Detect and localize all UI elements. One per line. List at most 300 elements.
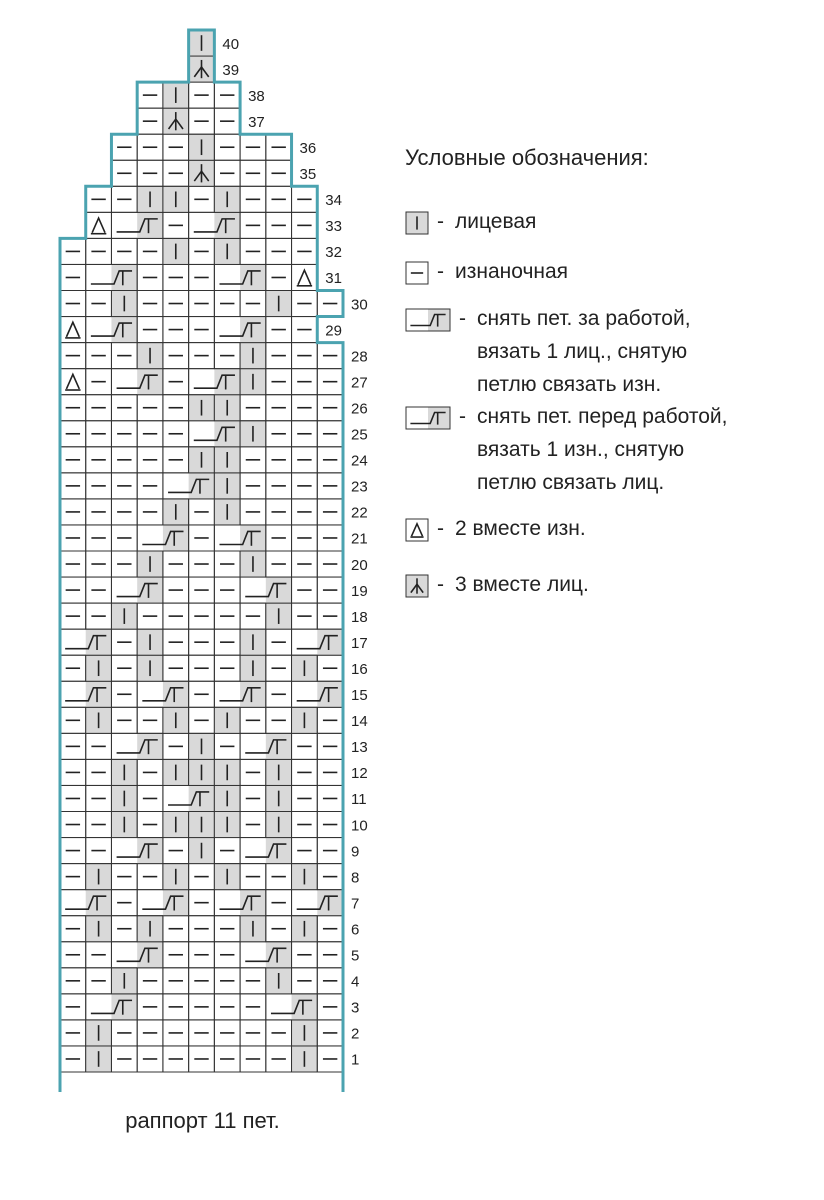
legend-text: снять пет. за работой, вязать 1 лиц., снятую петлю связать изн.: [477, 307, 691, 396]
purl-cell: [189, 343, 215, 369]
purl-cell: [317, 291, 343, 317]
knit-cell: [86, 916, 112, 942]
knit-cell: [240, 551, 266, 577]
purl-cell: [214, 733, 240, 759]
purl-cell: [111, 421, 137, 447]
purl-cell: [163, 968, 189, 994]
purl-cell: [292, 942, 318, 968]
purl-cell: [137, 968, 163, 994]
chart-row-35: [111, 160, 291, 186]
purl-cell: [163, 291, 189, 317]
purl-cell: [111, 134, 137, 160]
purl-cell: [292, 421, 318, 447]
knit-cell: [137, 343, 163, 369]
purl-cell: [317, 655, 343, 681]
purl-cell: [317, 812, 343, 838]
purl-cell: [266, 655, 292, 681]
row-number: 40: [222, 35, 240, 53]
purl-cell: [266, 499, 292, 525]
purl-cell: [86, 577, 112, 603]
purl-cell: [189, 707, 215, 733]
purl-cell: [137, 785, 163, 811]
purl-cell: [137, 264, 163, 290]
cable-cross: [214, 317, 265, 343]
purl-cell: [60, 1020, 86, 1046]
purl-cell: [317, 369, 343, 395]
purl-cell: [137, 603, 163, 629]
purl-cell: [214, 134, 240, 160]
purl-cell: [137, 812, 163, 838]
knit-cell: [163, 759, 189, 785]
row-number: 33: [325, 218, 342, 236]
purl-cell: [111, 238, 137, 264]
cable-cross: [240, 942, 291, 968]
purl-cell: [240, 160, 266, 186]
purl-cell: [163, 447, 189, 473]
purl-cell: [240, 473, 266, 499]
row-number: 28: [351, 348, 368, 366]
purl-cell: [266, 707, 292, 733]
knit-cell: [266, 812, 292, 838]
row-number: 13: [351, 739, 368, 757]
purl-cell: [86, 421, 112, 447]
purl-cell: [111, 343, 137, 369]
purl-cell: [266, 317, 292, 343]
purl-cell: [317, 968, 343, 994]
chart-row-17: [60, 629, 343, 655]
knit-cell: [266, 785, 292, 811]
purl-cell: [240, 291, 266, 317]
knit-cell: [163, 707, 189, 733]
cable-cross: [214, 525, 265, 551]
row-number: 11: [351, 791, 367, 809]
knit-cell: [189, 838, 215, 864]
purl-cell: [266, 343, 292, 369]
row-number: 20: [351, 556, 368, 574]
purl-cell: [189, 1046, 215, 1072]
row-number: 15: [351, 687, 368, 705]
purl-cell: [317, 707, 343, 733]
knit-cell: [137, 186, 163, 212]
rapport-gap: [132, 1087, 271, 1097]
chart-row-40: [189, 30, 215, 56]
row-number: 21: [351, 530, 368, 548]
chart-row-25: [60, 421, 343, 447]
cross-left-symbol-icon: [405, 308, 451, 332]
purl-cell: [86, 812, 112, 838]
purl-cell: [111, 629, 137, 655]
purl-cell: [317, 942, 343, 968]
purl-cell: [266, 238, 292, 264]
purl-cell: [189, 890, 215, 916]
cable-cross: [214, 890, 265, 916]
knit-cell: [189, 134, 215, 160]
purl-cell: [163, 343, 189, 369]
purl-cell: [292, 238, 318, 264]
purl-cell: [137, 317, 163, 343]
row-number: 22: [351, 504, 368, 522]
row-number: 5: [351, 947, 360, 965]
purl-cell: [111, 551, 137, 577]
row-number: 9: [351, 843, 360, 861]
row-number: 19: [351, 582, 368, 600]
purl-cell: [60, 838, 86, 864]
purl-cell: [137, 82, 163, 108]
purl-cell: [111, 707, 137, 733]
purl-cell: [60, 759, 86, 785]
purl-cell: [111, 186, 137, 212]
legend-text: снять пет. перед работой, вязать 1 изн., снятую петлю связать лиц.: [477, 405, 728, 494]
purl-cell: [60, 238, 86, 264]
purl-cell: [86, 603, 112, 629]
cable-cross: [189, 421, 240, 447]
chart-row-2: [60, 1020, 343, 1046]
purl-cell: [292, 291, 318, 317]
chart-row-30: [60, 291, 343, 317]
purl-cell: [240, 134, 266, 160]
row-number: 36: [299, 139, 317, 157]
knit-cell: [292, 1046, 318, 1072]
purl-cell: [60, 421, 86, 447]
knit-cell: [214, 759, 240, 785]
chart-row-22: [60, 499, 343, 525]
chart-row-10: [60, 812, 343, 838]
knit-cell: [163, 812, 189, 838]
knitting-chart: [0, 0, 405, 1100]
purl-cell: [60, 733, 86, 759]
purl-symbol-icon: [405, 261, 429, 285]
purl-cell: [137, 759, 163, 785]
purl-cell: [60, 395, 86, 421]
chart-row-27: [60, 369, 343, 395]
chart-row-37: [137, 108, 240, 134]
chart-row-39: [189, 56, 215, 82]
chart-row-1: [60, 1046, 343, 1072]
purl-cell: [266, 134, 292, 160]
purl-cell: [60, 812, 86, 838]
purl-cell: [240, 968, 266, 994]
purl-cell: [240, 864, 266, 890]
p2tog-cell: [60, 369, 86, 395]
purl-cell: [163, 317, 189, 343]
k3tog-cell: [163, 108, 189, 134]
purl-cell: [240, 785, 266, 811]
purl-cell: [240, 759, 266, 785]
row-number: 10: [351, 817, 368, 835]
purl-cell: [266, 1046, 292, 1072]
knit-cell: [111, 785, 137, 811]
purl-cell: [111, 864, 137, 890]
purl-cell: [240, 1020, 266, 1046]
purl-cell: [163, 733, 189, 759]
knit-cell: [163, 82, 189, 108]
knit-cell: [214, 186, 240, 212]
purl-cell: [266, 551, 292, 577]
purl-cell: [317, 603, 343, 629]
cable-cross: [111, 212, 162, 238]
chart-row-33: [86, 212, 318, 238]
row-number: 24: [351, 452, 368, 470]
purl-cell: [137, 447, 163, 473]
purl-cell: [240, 603, 266, 629]
knit-cell: [137, 629, 163, 655]
purl-cell: [292, 317, 318, 343]
purl-cell: [214, 577, 240, 603]
purl-cell: [163, 916, 189, 942]
knit-cell: [266, 603, 292, 629]
purl-cell: [137, 160, 163, 186]
knit-cell: [214, 707, 240, 733]
purl-cell: [163, 134, 189, 160]
cable-cross: [111, 838, 162, 864]
knit-cell: [86, 1020, 112, 1046]
legend-dash: -: [437, 210, 444, 233]
purl-cell: [137, 473, 163, 499]
purl-cell: [292, 733, 318, 759]
purl-cell: [240, 395, 266, 421]
purl-cell: [240, 212, 266, 238]
knit-cell: [214, 864, 240, 890]
purl-cell: [111, 1020, 137, 1046]
row-number: 23: [351, 478, 368, 496]
chart-row-14: [60, 707, 343, 733]
knit-cell: [86, 655, 112, 681]
purl-cell: [111, 681, 137, 707]
chart-row-36: [111, 134, 291, 160]
knit-cell: [111, 603, 137, 629]
chart-row-31: [60, 264, 317, 290]
chart-row-7: [60, 890, 343, 916]
knit-cell: [137, 916, 163, 942]
purl-cell: [214, 551, 240, 577]
knit-cell: [292, 916, 318, 942]
cable-cross: [137, 681, 188, 707]
cable-cross: [86, 317, 137, 343]
purl-cell: [214, 942, 240, 968]
legend-text: изнаночная: [455, 260, 569, 283]
knit-cell: [266, 291, 292, 317]
legend-dash: -: [437, 573, 444, 596]
knit-cell: [214, 395, 240, 421]
purl-cell: [111, 1046, 137, 1072]
purl-cell: [111, 655, 137, 681]
purl-cell: [60, 707, 86, 733]
purl-cell: [266, 160, 292, 186]
cable-cross: [60, 890, 111, 916]
purl-cell: [189, 629, 215, 655]
p2tog-cell: [60, 317, 86, 343]
purl-cell: [266, 864, 292, 890]
purl-cell: [137, 134, 163, 160]
knit-cell: [189, 30, 215, 56]
purl-cell: [189, 994, 215, 1020]
purl-cell: [189, 525, 215, 551]
purl-cell: [266, 890, 292, 916]
knit-cell: [214, 812, 240, 838]
knit-cell: [163, 864, 189, 890]
chart-row-3: [60, 994, 343, 1020]
purl-cell: [317, 1020, 343, 1046]
purl-cell: [240, 707, 266, 733]
purl-cell: [292, 759, 318, 785]
purl-cell: [137, 1020, 163, 1046]
purl-cell: [240, 499, 266, 525]
purl-cell: [240, 812, 266, 838]
purl-cell: [292, 499, 318, 525]
k3tog-cell: [189, 160, 215, 186]
purl-cell: [163, 994, 189, 1020]
purl-cell: [189, 916, 215, 942]
purl-cell: [266, 212, 292, 238]
chart-row-32: [60, 238, 317, 264]
purl-cell: [214, 108, 240, 134]
purl-cell: [317, 759, 343, 785]
knit-cell: [240, 655, 266, 681]
knit-cell: [86, 707, 112, 733]
k3tog-symbol-icon: [405, 574, 429, 598]
row-number: 39: [222, 61, 240, 79]
purl-cell: [60, 968, 86, 994]
purl-cell: [292, 785, 318, 811]
purl-cell: [163, 160, 189, 186]
legend-dash: -: [437, 517, 444, 540]
purl-cell: [317, 551, 343, 577]
purl-cell: [60, 1046, 86, 1072]
row-number: 35: [299, 166, 317, 184]
chart-row-9: [60, 838, 343, 864]
cable-cross: [137, 525, 188, 551]
cable-cross: [240, 733, 291, 759]
purl-cell: [86, 525, 112, 551]
purl-cell: [60, 655, 86, 681]
row-number: 37: [248, 113, 265, 131]
purl-cell: [240, 447, 266, 473]
purl-cell: [163, 577, 189, 603]
purl-cell: [189, 577, 215, 603]
legend-dash: -: [437, 260, 444, 283]
purl-cell: [111, 890, 137, 916]
purl-cell: [266, 447, 292, 473]
knit-cell: [86, 1046, 112, 1072]
chart-row-13: [60, 733, 343, 759]
purl-cell: [163, 838, 189, 864]
purl-cell: [214, 343, 240, 369]
chart-row-28: [60, 343, 343, 369]
cable-cross: [266, 994, 317, 1020]
purl-cell: [163, 395, 189, 421]
cable-cross: [111, 577, 162, 603]
purl-cell: [266, 264, 292, 290]
purl-cell: [317, 525, 343, 551]
row-number: 30: [351, 296, 368, 314]
purl-cell: [137, 108, 163, 134]
purl-cell: [292, 447, 318, 473]
cable-cross: [111, 369, 162, 395]
chart-row-18: [60, 603, 343, 629]
row-number: 7: [351, 895, 360, 913]
purl-cell: [214, 160, 240, 186]
purl-cell: [292, 577, 318, 603]
knit-symbol-icon: [405, 211, 429, 235]
cable-cross: [189, 369, 240, 395]
purl-cell: [60, 994, 86, 1020]
knit-cell: [111, 291, 137, 317]
cable-cross: [111, 733, 162, 759]
purl-cell: [240, 994, 266, 1020]
purl-cell: [137, 238, 163, 264]
purl-cell: [214, 968, 240, 994]
purl-cell: [317, 733, 343, 759]
purl-cell: [292, 603, 318, 629]
knit-cell: [86, 864, 112, 890]
purl-cell: [292, 395, 318, 421]
knit-cell: [240, 421, 266, 447]
purl-cell: [60, 525, 86, 551]
cable-cross: [240, 838, 291, 864]
chart-row-5: [60, 942, 343, 968]
chart-row-38: [137, 82, 240, 108]
chart-row-24: [60, 447, 343, 473]
purl-cell: [266, 1020, 292, 1046]
row-number: 25: [351, 426, 368, 444]
purl-cell: [292, 212, 318, 238]
purl-cell: [292, 838, 318, 864]
purl-cell: [60, 577, 86, 603]
row-number: 38: [248, 87, 265, 105]
cable-cross: [86, 994, 137, 1020]
purl-cell: [86, 759, 112, 785]
purl-cell: [240, 186, 266, 212]
chart-row-34: [86, 186, 318, 212]
purl-cell: [317, 577, 343, 603]
purl-cell: [163, 421, 189, 447]
cable-cross: [292, 681, 343, 707]
knit-cell: [214, 473, 240, 499]
purl-cell: [317, 864, 343, 890]
purl-cell: [60, 291, 86, 317]
purl-cell: [214, 291, 240, 317]
purl-cell: [60, 264, 86, 290]
row-number: 3: [351, 999, 360, 1017]
purl-cell: [266, 629, 292, 655]
purl-cell: [86, 499, 112, 525]
purl-cell: [86, 186, 112, 212]
purl-cell: [189, 499, 215, 525]
purl-cell: [86, 369, 112, 395]
purl-cell: [86, 395, 112, 421]
knit-cell: [214, 447, 240, 473]
purl-cell: [292, 473, 318, 499]
cable-cross: [163, 785, 214, 811]
purl-cell: [317, 916, 343, 942]
knit-cell: [214, 238, 240, 264]
legend-dash: -: [459, 405, 466, 428]
row-number: 29: [325, 322, 342, 340]
knit-cell: [214, 499, 240, 525]
purl-cell: [317, 421, 343, 447]
knit-cell: [137, 551, 163, 577]
knit-cell: [163, 499, 189, 525]
row-number: 18: [351, 608, 368, 626]
purl-cell: [163, 1046, 189, 1072]
purl-cell: [60, 916, 86, 942]
purl-cell: [111, 499, 137, 525]
purl-cell: [163, 603, 189, 629]
chart-row-21: [60, 525, 343, 551]
purl-cell: [163, 551, 189, 577]
k3tog-cell: [189, 56, 215, 82]
purl-cell: [240, 238, 266, 264]
